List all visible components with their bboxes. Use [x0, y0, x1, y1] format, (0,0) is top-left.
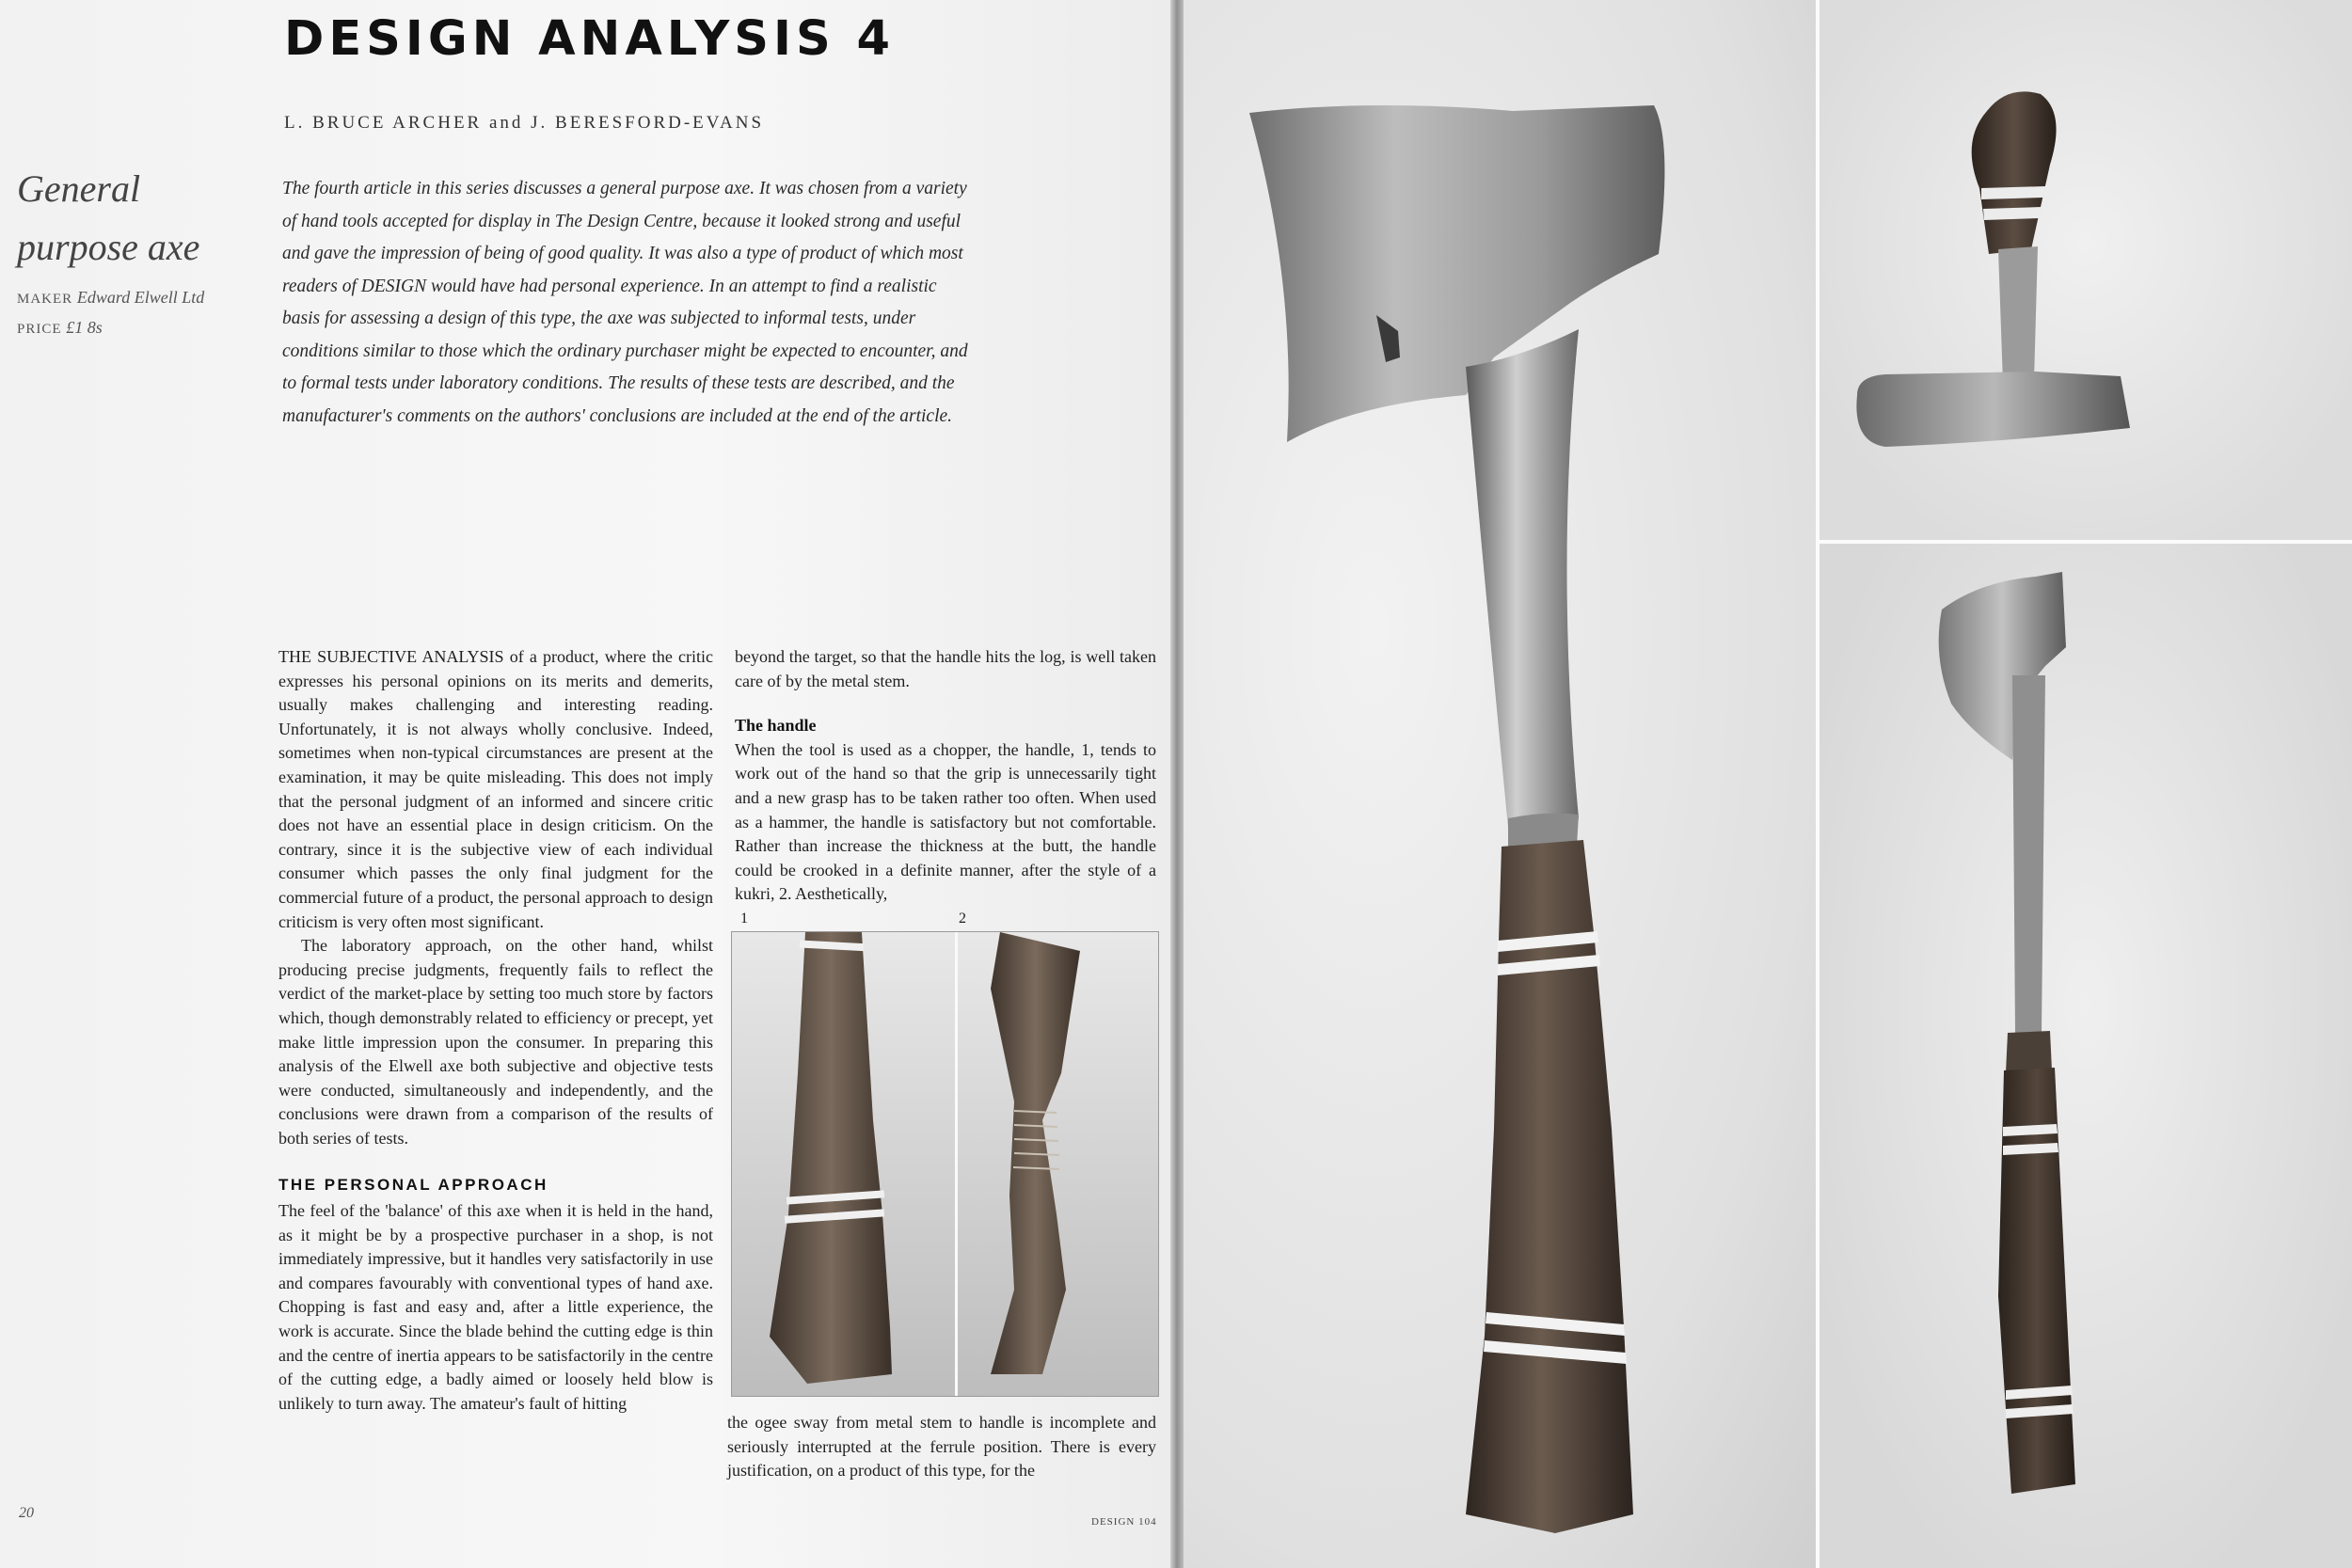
axe-front-photo	[1184, 0, 1816, 1568]
authors-byline: L. BRUCE ARCHER and J. BERESFORD-EVANS	[284, 113, 765, 133]
photo-page	[1184, 0, 2352, 1568]
side-view-head	[1939, 572, 2066, 760]
axe-top-view-photo	[1820, 0, 2352, 540]
top-view-handle	[1972, 91, 2057, 254]
body-column-1	[278, 645, 713, 1416]
axe-head	[1249, 105, 1664, 442]
product-name-line1: General	[17, 167, 141, 210]
top-view-head	[1856, 372, 2130, 447]
axe-stem	[1466, 329, 1579, 828]
handle-photos	[732, 932, 1159, 1397]
running-footer: DESIGN 104	[1091, 1516, 1157, 1528]
product-name	[17, 160, 252, 277]
price-label: PRICE	[17, 322, 62, 337]
page-number-left: 20	[19, 1505, 34, 1521]
body-paragraph-3: The feel of the 'balance' of this axe when it is held in the hand, as it might be by a prospective purchaser in a shop, is not immediately impressive, but it handles very satisfactorily in use and compares favourably with conventional types of hand axe. Chopping is fast and easy and, after a little experience, the work is accurate. Since the blade behind the cutting edge is thin and the centre of inertia appears to be satisfactorily in the centre of the cutting edge, a badly aimed or loosely held blow is unlikely to turn away. The amateur's fault of hitting	[278, 1201, 713, 1413]
maker-line	[17, 288, 262, 308]
column2-paragraph-1: beyond the target, so that the handle hits the log, is well taken care of by the metal stem.	[735, 647, 1156, 690]
handle-comparison-figure	[731, 931, 1159, 1397]
axe-front-illustration	[1184, 0, 1816, 1568]
figure-numbers	[740, 911, 1154, 931]
body-paragraph-1: THE SUBJECTIVE ANALYSIS of a product, where the critic expresses his personal opinions on its merits and demerits, usually makes challenging and interesting reading. Unfortunately, it is not always wholly conclusive. Indeed, sometimes when non-typical circumstances are present at the examination, it may be quite misleading. This does not imply that the personal judgment of an informed and sincere critic does not have an essential place in design criticism. On the contrary, since it is the subjective view of each individual consumer which passes the only final judgment for the commercial future of a product, the personal approach to design criticism is very often most significant.	[278, 647, 713, 931]
column3-paragraph: the ogee sway from metal stem to handle is incomplete and seriously interrupted at the ferrule position. There is every justification, on a product of this type, for the	[727, 1413, 1156, 1481]
axe-side-illustration	[1820, 544, 2352, 1568]
axe-top-illustration	[1820, 0, 2352, 540]
body-column-2	[735, 645, 1156, 907]
axe-side-view-photo	[1820, 544, 2352, 1568]
top-view-stem	[1998, 246, 2038, 384]
product-name-line2: purpose axe	[17, 226, 200, 268]
figure-label-1: 1	[740, 911, 748, 927]
price-line	[17, 318, 262, 338]
section-heading-handle: The handle	[735, 716, 817, 736]
section-heading-personal: THE PERSONAL APPROACH	[278, 1176, 548, 1195]
intro-paragraph: The fourth article in this series discusses a general purpose axe. It was chosen from a variety of hand tools accepted for display in The Design Centre, because it looked strong and useful and gave the impression of being of good quality. It was also a type of product of which most readers of DESIGN would have had personal experience. In an attempt to find a realistic basis for assessing a design of this type, the axe was subjected to informal tests, under conditions similar to those which the ordinary purchaser might be expected to encounter, and to formal tests under laboratory conditions. The results of these tests are described, and the manufacturer's comments on the authors' conclusions are included at the end of the article.	[282, 179, 968, 426]
body-column-3	[727, 1411, 1156, 1483]
body-paragraph-2: The laboratory approach, on the other hand, whilst producing precise judgments, frequently fails to reflect the verdict of the market-place by setting too much store by factors which, though demonstrably related to efficiency or precept, yet make little impression upon the consumer. In preparing this analysis of the Elwell axe both subjective and objective tests were conducted, simultaneously and independently, and the conclusions were drawn from a comparison of the results of both series of tests.	[278, 936, 713, 1148]
column2-paragraph-2: When the tool is used as a chopper, the handle, 1, tends to work out of the hand so that the grip is unnecessarily tight and a new grasp has to be taken rather too often. When used as a hammer, the handle is satisfactory but not comfortable. Rather than increase the thickness at the butt, the handle could be crooked in a definite manner, after the style of a kukri, 2. Aesthetically,	[735, 739, 1156, 904]
side-view-stem	[2012, 675, 2045, 1033]
price-value: £1 8s	[66, 318, 103, 337]
figure-label-2: 2	[959, 911, 966, 927]
page-title: DESIGN ANALYSIS 4	[284, 11, 895, 67]
maker-value: Edward Elwell Ltd	[76, 288, 205, 307]
spine-gutter	[1170, 0, 1184, 1568]
maker-label: MAKER	[17, 292, 73, 307]
